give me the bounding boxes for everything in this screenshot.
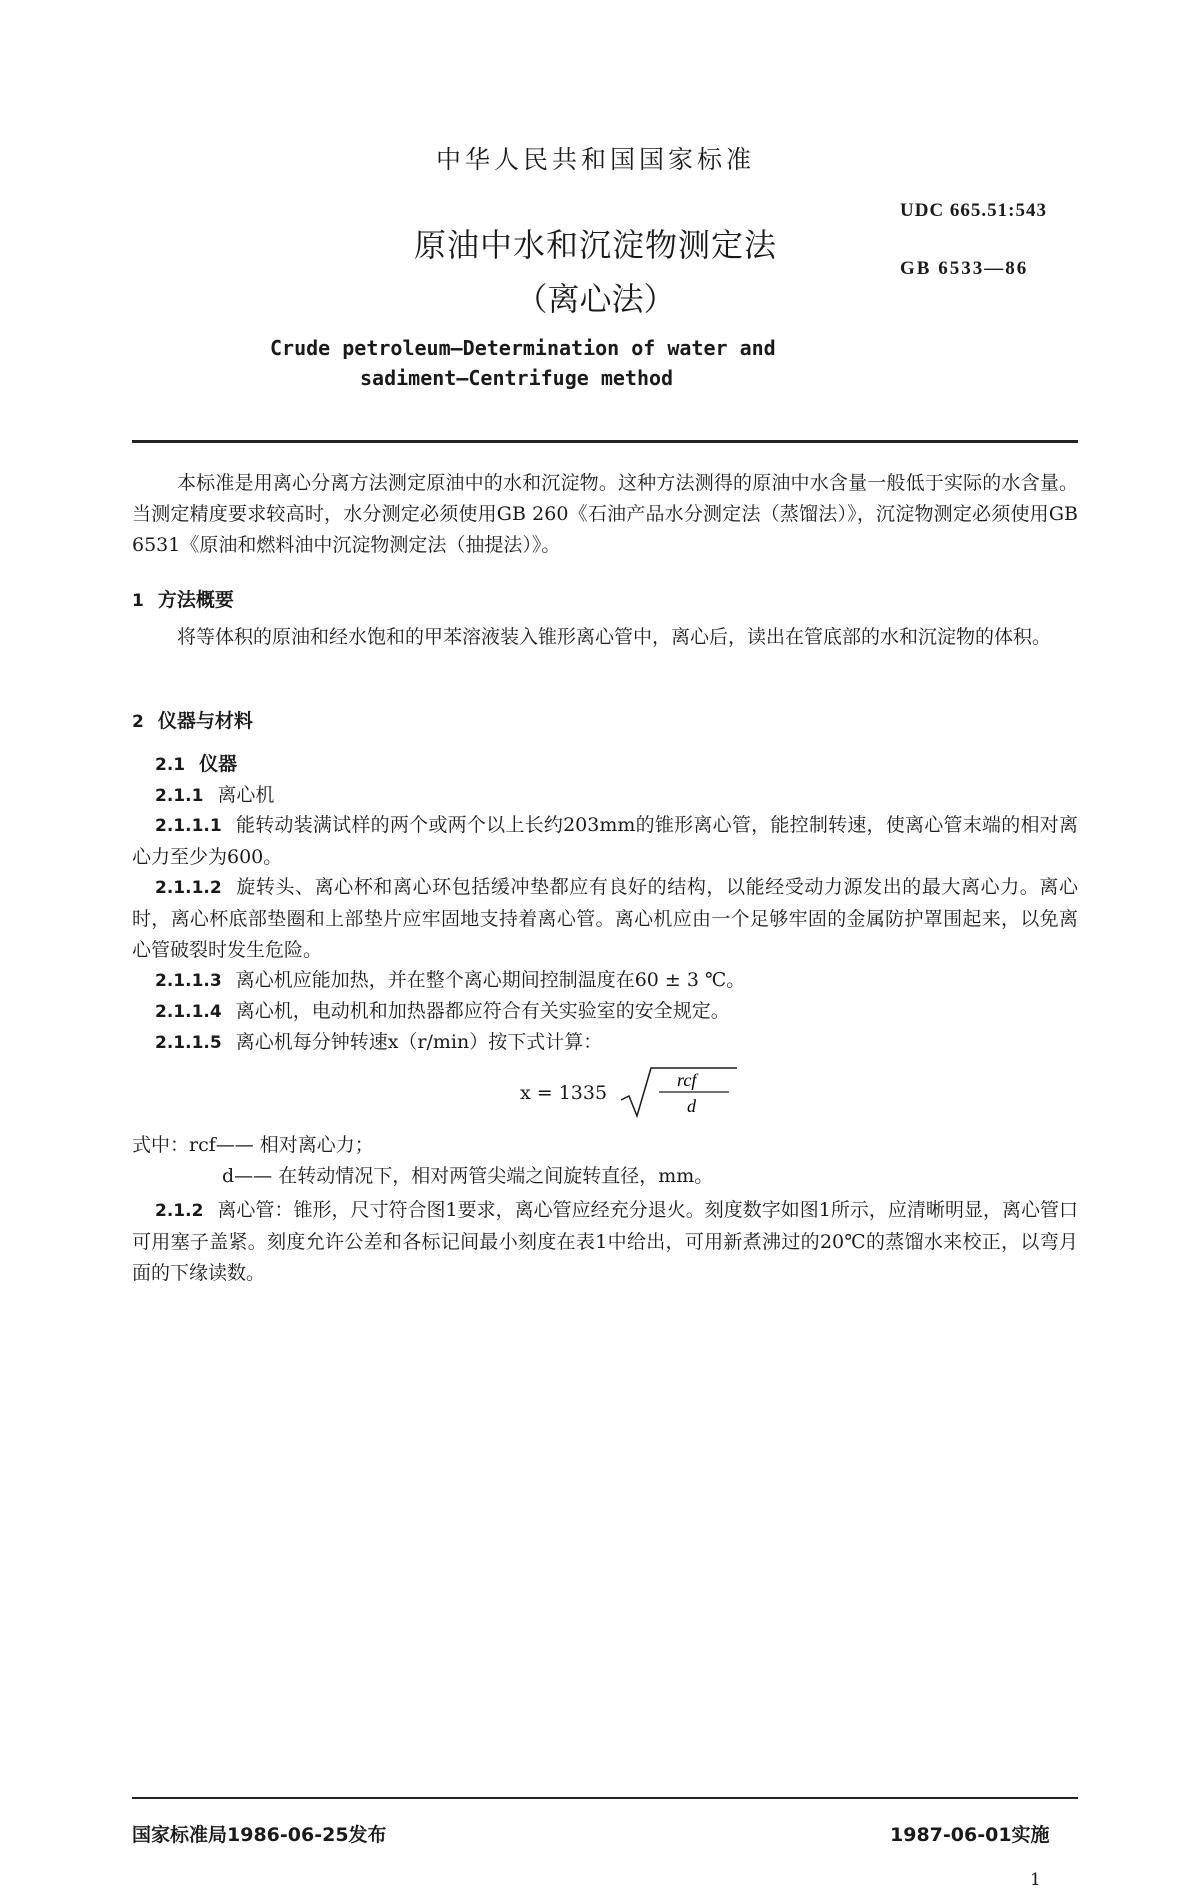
section-2-heading bbox=[132, 706, 253, 733]
section-number: 2.1.1.2 bbox=[155, 878, 222, 898]
sqrt-fraction bbox=[619, 1064, 739, 1124]
udc-code: UDC 665.51:543 bbox=[900, 200, 1047, 221]
document-title: 原油中水和沉淀物测定法 bbox=[413, 226, 777, 264]
formula-lhs: x = 1335 bbox=[520, 1082, 608, 1104]
section-1-body: 将等体积的原油和经水饱和的甲苯溶液装入锥形离心管中，离心后，读出在管底部的水和沉淀物的体积。 bbox=[177, 626, 1052, 648]
national-standard-heading: 中华人民共和国国家标准 bbox=[435, 145, 755, 174]
rpm-formula bbox=[520, 1064, 739, 1124]
section-2-1-heading bbox=[155, 749, 237, 776]
section-number: 1 bbox=[132, 591, 144, 611]
formula-numerator: rcf bbox=[677, 1070, 697, 1090]
document-subtitle: （离心法） bbox=[515, 280, 676, 318]
gb-code: GB 6533—86 bbox=[900, 258, 1029, 279]
section-2-1-1-5 bbox=[132, 1027, 1078, 1059]
section-number: 2.1.1.5 bbox=[155, 1033, 222, 1053]
where-line-2: d—— 在转动情况下，相对两管尖端之间旋转直径，mm。 bbox=[222, 1165, 714, 1187]
formula-denominator: d bbox=[687, 1096, 697, 1116]
section-number: 2.1.1 bbox=[155, 786, 204, 806]
section-title: 仪器 bbox=[199, 753, 238, 775]
section-number: 2.1.1.1 bbox=[155, 816, 222, 836]
section-2-1-1-4 bbox=[132, 996, 1078, 1028]
bottom-divider bbox=[132, 1797, 1078, 1799]
section-body: 离心管：锥形，尺寸符合图1要求，离心管应经充分退火。刻度数字如图1所示，应清晰明显，离心管口可用塞子盖紧。刻度允许公差和各标记间最小刻度在表1中给出，可用新煮沸过的20℃的蒸馏水来校正，以弯月面的下缘读数。 bbox=[132, 1199, 1078, 1284]
section-2-1-1-2 bbox=[132, 872, 1078, 966]
section-body: 离心机每分钟转速x（r/min）按下式计算： bbox=[235, 1031, 603, 1053]
section-body: 离心机应能加热，并在整个离心期间控制温度在60 ± 3 ℃。 bbox=[235, 969, 746, 991]
section-2-1-1-1 bbox=[132, 810, 1078, 873]
section-title: 仪器与材料 bbox=[157, 710, 253, 732]
section-title: 离心机 bbox=[217, 784, 275, 806]
section-number: 2.1.1.3 bbox=[155, 971, 222, 991]
section-number: 2.1.1.4 bbox=[155, 1002, 222, 1022]
section-2-1-1-3 bbox=[132, 965, 1078, 997]
issue-date: 国家标准局1986-06-25发布 bbox=[132, 1824, 387, 1846]
section-number: 2 bbox=[132, 712, 144, 732]
where-line-1: 式中：rcf—— 相对离心力； bbox=[132, 1134, 374, 1156]
section-1-heading bbox=[132, 585, 234, 612]
effective-date: 1987-06-01实施 bbox=[890, 1824, 1050, 1846]
section-number: 2.1.2 bbox=[155, 1201, 204, 1221]
page-number: 1 bbox=[1030, 1870, 1041, 1890]
section-body: 旋转头、离心杯和离心环包括缓冲垫都应有良好的结构，以能经受动力源发出的最大离心力。离心时，离心杯底部垫圈和上部垫片应牢固地支持着离心管。离心机应由一个足够牢固的金属防护罩围起来，以免离心管破裂时发生危险。 bbox=[132, 876, 1078, 961]
section-2-1-1-heading bbox=[155, 780, 274, 807]
english-title-line1: Crude petroleum—Determination of water and bbox=[270, 336, 776, 360]
section-body: 能转动装满试样的两个或两个以上长约203mm的锥形离心管，能控制转速，使离心管末端的相对离心力至少为600。 bbox=[132, 814, 1078, 868]
english-title-line2: sadiment—Centrifuge method bbox=[360, 366, 674, 390]
section-title: 方法概要 bbox=[157, 589, 234, 611]
intro-paragraph: 本标准是用离心分离方法测定原油中的水和沉淀物。这种方法测得的原油中水含量一般低于实际的水含量。当测定精度要求较高时，水分测定必须使用GB 260《石油产品水分测定法（蒸馏法）》，沉淀物测定必须使用GB 6531《原油和燃料油中沉淀物测定法（抽提法）》。 bbox=[132, 472, 1078, 556]
section-2-1-2 bbox=[132, 1195, 1078, 1289]
section-body: 离心机，电动机和加热器都应符合有关实验室的安全规定。 bbox=[235, 1000, 730, 1022]
section-number: 2.1 bbox=[155, 755, 186, 775]
top-divider bbox=[132, 440, 1078, 443]
